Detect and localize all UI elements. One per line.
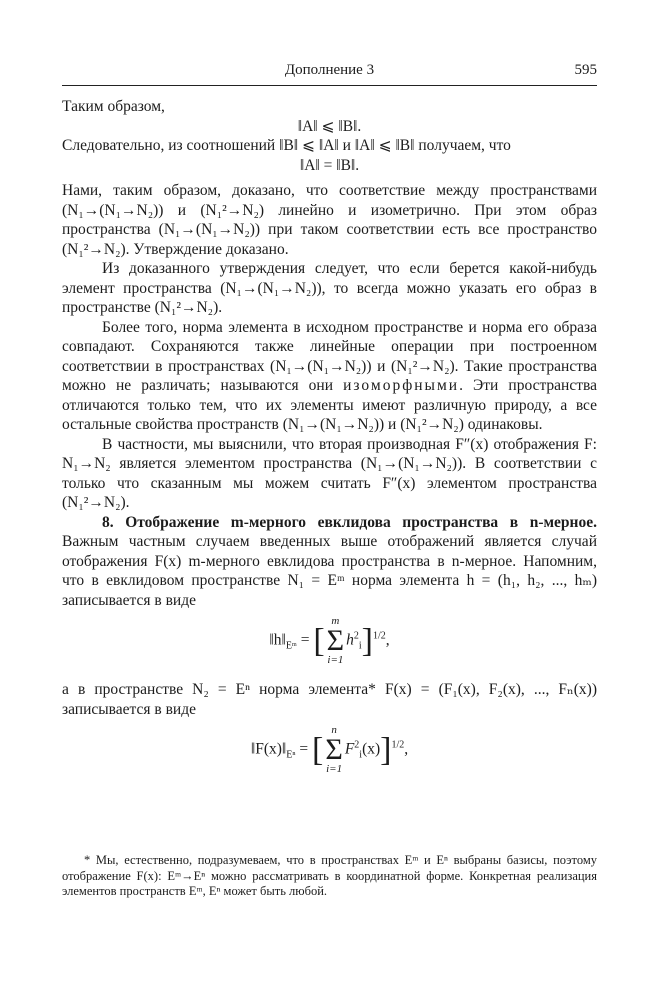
paragraph-8: а в пространстве N₂ = Eⁿ норма элемента* F(x) = (F₁(x), F₂(x), ..., Fₙ(x)) записывается в виде (62, 681, 597, 718)
bracket-close: ] (380, 731, 392, 769)
header-rule (62, 85, 597, 86)
sum-upper-limit: m (331, 615, 340, 627)
formula-4-end: , (404, 740, 409, 758)
formula-4-term-arg: (x) (362, 740, 381, 758)
formula-3-term-power: 2 (353, 630, 359, 642)
footnote (62, 853, 597, 900)
main-text (62, 97, 597, 789)
paragraph-5-part-c: . Эти пространства отличаются только тем, что их элементы имеют различную природу, а все остальные свойства пространств (N₁→(N₁→N₂)) и (N₁²→N₂) одинаковы. (62, 377, 597, 433)
paragraph-2: Следовательно, из соотношений ‖B‖ ⩽ ‖A‖ и ‖A‖ ⩽ ‖B‖ получаем, что (62, 137, 511, 154)
formula-3-end: , (385, 631, 390, 649)
bracket-open: [ (313, 622, 325, 660)
formula-3 (62, 616, 597, 674)
bracket-open: [ (312, 731, 324, 769)
sum-upper-limit: n (331, 724, 337, 736)
footnote-text: * Мы, естественно, подразумеваем, что в пространствах Eᵐ и Eⁿ выбраны базисы, поэтому отображение F(x): Eᵐ→Eⁿ можно рассматривать в координатной форме. Конкретная реализация элементов пространств Eᵐ, Eⁿ может быть любой. (62, 853, 597, 898)
paragraph-7 (62, 513, 597, 611)
formula-2: ‖A‖ = ‖B‖. (299, 156, 360, 174)
formula-4-eq: = (295, 740, 313, 758)
sum-lower-limit: i=1 (326, 763, 343, 775)
paragraph-5 (62, 318, 597, 435)
formula-3-eq: = (296, 631, 314, 649)
formula-4-term-index: i (359, 749, 363, 761)
formula-3-power: 1/2 (372, 630, 386, 642)
formula-1: ‖A‖ ⩽ ‖B‖. (297, 117, 362, 135)
sigma-glyph: Σ (326, 624, 345, 657)
paragraph-7-text: Важным частным случаем введенных выше отображений является случай отображения F(x) m-мерного евклидова пространства в n-мерное. Напомним, что в евклидовом пространстве N₁ = Eᵐ норма элемента h = (h₁, h₂, ..., hₘ) записывается в виде (62, 533, 597, 609)
formula-4-power: 1/2 (391, 739, 405, 751)
formula-4-subscript: Eⁿ (286, 749, 296, 761)
page-number: 595 (574, 62, 597, 78)
formula-4 (62, 725, 597, 783)
paragraph-3: Нами, таким образом, доказано, что соответствие между пространствами (N₁→(N₁→N₂)) и (N₁²→N₂) линейно и изометрично. При этом образ пространства (N₁→(N₁→N₂)) при таком соответствии есть все пространство (N₁²→N₂). Утверждение доказано. (62, 182, 597, 258)
paragraph-1: Таким образом, (62, 98, 165, 115)
formula-4-lhs: ‖F(x)‖ (250, 740, 287, 758)
formula-3-subscript: Eᵐ (285, 640, 297, 652)
section-heading: 8. Отображение m-мерного евклидова пространства в n-мерное. (102, 513, 597, 531)
sum-sign (327, 616, 344, 666)
formula-3-term-index: i (358, 640, 362, 652)
formula-3-lhs: ‖h‖ (269, 631, 286, 649)
paragraph-4: Из доказанного утверждения следует, что если берется какой-нибудь элемент пространства (N₁→(N₁→N₂)), то всегда можно указать его образ в пространстве (N₁²→N₂). (62, 260, 597, 316)
formula-4-term-power: 2 (354, 739, 360, 751)
formula-3-term: h (346, 631, 354, 649)
paragraph-5-part-a: Более того, норма элемента в исходном пространстве и норма его образа совпадают. Сохраняются также линейные операции при построенном соответствии в пространствах (N₁→(N₁→N₂)) и (N₁²→N₂). Такие пространства можно не различать; называются они (62, 318, 597, 394)
chapter-title: Дополнение 3 (284, 62, 375, 78)
paragraph-6: В частности, мы выяснили, что вторая производная F″(x) отображения F: N₁→N₂ является элементом пространства (N₁→(N₁→N₂)). В соответствии с только что сказанным мы можем считать F″(x) элементом пространства (N₁²→N₂). (62, 435, 597, 511)
sigma-glyph: Σ (325, 733, 343, 766)
sum-sign (325, 725, 342, 775)
bracket-close: ] (361, 622, 373, 660)
running-header (62, 62, 597, 82)
term-isomorphic: изоморфными (343, 377, 460, 394)
formula-4-term: F (344, 740, 355, 758)
sum-lower-limit: i=1 (327, 654, 344, 666)
